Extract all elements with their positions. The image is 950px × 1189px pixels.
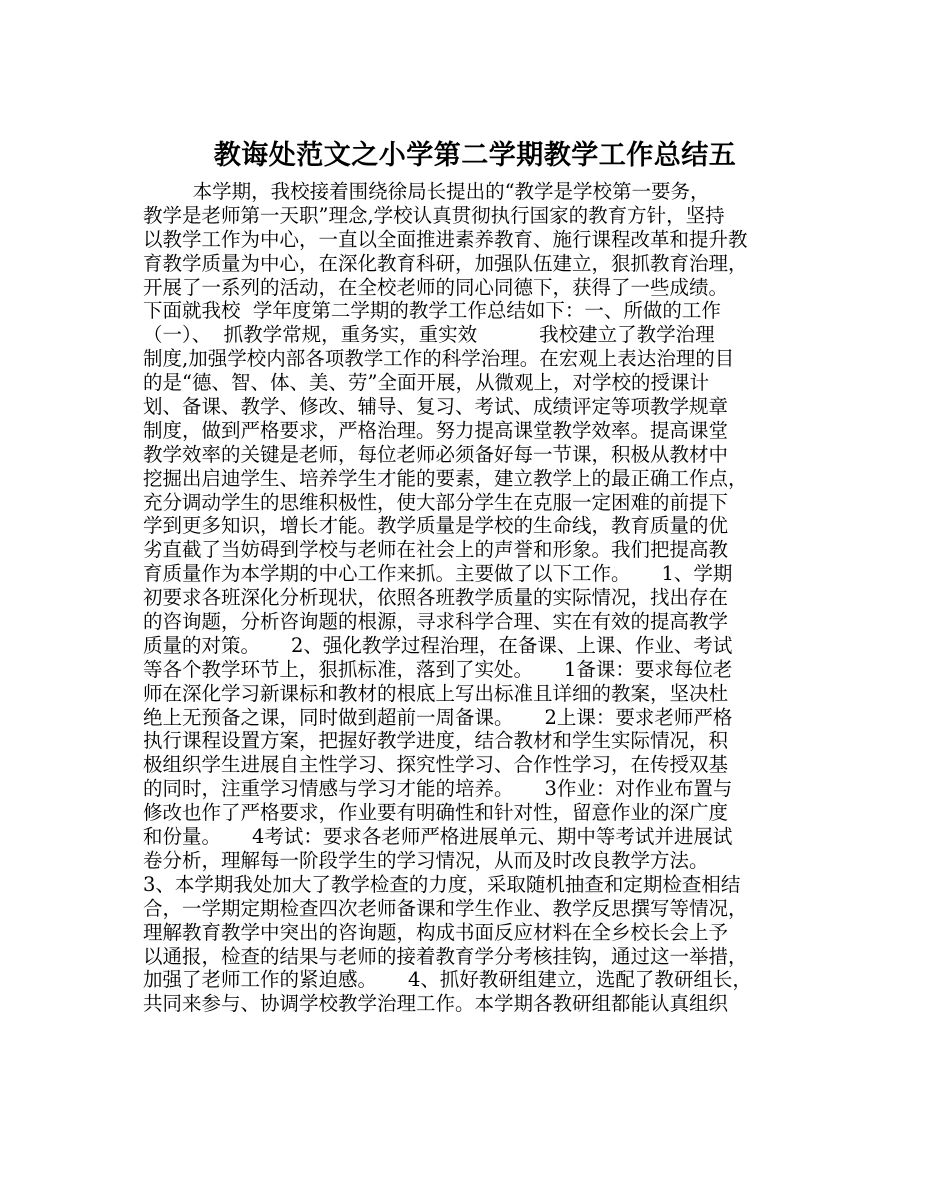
body-text-line: 师在深化学习新课标和教材的根底上写出标准且详细的教案，坚决杜	[143, 681, 729, 705]
body-text-line: 质量的对策。 2、强化教学过程治理，在备课、上课、作业、考试	[143, 633, 733, 657]
body-text-line: 育教学质量为中心，在深化教育科研，加强队伍建立，狠抓教育治理，	[143, 251, 748, 275]
body-text-line: 学到更多知识，增长才能。教学质量是学校的生命线，教育质量的优	[143, 514, 729, 538]
body-text-line: 的咨询题，分析咨询题的根源，寻求科学合理、实在有效的提高教学	[143, 610, 729, 634]
body-text-line: 下面就我校 学年度第二学期的教学工作总结如下：一、所做的工作	[143, 299, 721, 323]
body-text-line: 以教学工作为中心，一直以全面推进素养教育、施行课程改革和提升教	[143, 227, 748, 251]
body-text-line: 初要求各班深化分析现状，依照各班教学质量的实际情况，找出存在	[143, 586, 729, 610]
body-text-line: 的同时，注重学习情感与学习才能的培养。 3作业：对作业布置与	[143, 777, 733, 801]
body-text-line: 绝上无预备之课，同时做到超前一周备课。 2上课：要求老师严格	[143, 705, 733, 729]
body-text-line: 教学是老师第一天职”理念,学校认真贯彻执行国家的教育方针，坚持	[143, 203, 725, 227]
body-text-line: 育质量作为本学期的中心工作来抓。主要做了以下工作。 1、学期	[143, 562, 733, 586]
body-text-line: 制度,加强学校内部各项教学工作的科学治理。在宏观上表达治理的目	[143, 347, 735, 371]
body-text-line: 3、本学期我处加大了教学检查的力度，采取随机抽查和定期检查相结	[143, 872, 741, 896]
body-text-line: 以通报，检查的结果与老师的接着教育学分考核挂钩，通过这一举措，	[143, 944, 748, 968]
body-text-line: 修改也作了严格要求，作业要有明确性和针对性，留意作业的深广度	[143, 801, 729, 825]
body-text-line: （一）、 抓教学常规，重务实，重实效 我校建立了教学治理	[143, 323, 715, 347]
body-text-line: 的是“德、智、体、美、劳”全面开展，从微观上，对学校的授课计	[143, 371, 709, 395]
body-text-line: 加强了老师工作的紧迫感。 4、抓好教研组建立，选配了教研组长，	[143, 968, 752, 992]
body-text-line: 等各个教学环节上，狠抓标准，落到了实处。 1备课：要求每位老	[143, 657, 733, 681]
body-text-line: 划、备课、教学、修改、辅导、复习、考试、成绩评定等项教学规章	[143, 395, 729, 419]
body-text-line: 卷分析，理解每一阶段学生的学习情况，从而及时改良教学方法。	[143, 848, 709, 872]
body-text-line: 劣直截了当妨碍到学校与老师在社会上的声誉和形象。我们把提高教	[143, 538, 729, 562]
body-text-line: 极组织学生进展自主性学习、探究性学习、合作性学习，在传授双基	[143, 753, 729, 777]
body-text-line: 共同来参与、协调学校教学治理工作。本学期各教研组都能认真组织	[143, 992, 729, 1016]
body-text-line: 教学效率的关键是老师，每位老师必须备好每一节课，积极从教材中	[143, 442, 729, 466]
body-text-line: 理解教育教学中突出的咨询题，构成书面反应材料在全乡校长会上予	[143, 920, 729, 944]
body-text-line: 挖掘出启迪学生、培养学生才能的要素，建立教学上的最正确工作点，	[143, 466, 748, 490]
body-text-line: 充分调动学生的思维积极性，使大部分学生在克服一定困难的前提下	[143, 490, 729, 514]
body-text-line: 和份量。 4考试：要求各老师严格进展单元、期中等考试并进展试	[143, 825, 733, 849]
body-text-line: 制度，做到严格要求，严格治理。努力提高课堂教学效率。提高课堂	[143, 418, 729, 442]
document-body	[143, 180, 803, 1016]
body-text-line: 本学期，我校接着围绕徐局长提出的“教学是学校第一要务，	[143, 180, 710, 203]
body-text-line: 执行课程设置方案，把握好教学进度，结合教材和学生实际情况，积	[143, 729, 729, 753]
document-title: 教诲处范文之小学第二学期教学工作总结五	[213, 140, 737, 171]
body-text-line: 开展了一系列的活动，在全校老师的同心同德下，获得了一些成绩。	[143, 275, 729, 299]
body-text-line: 合，一学期定期检查四次老师备课和学生作业、教学反思撰写等情况，	[143, 896, 748, 920]
